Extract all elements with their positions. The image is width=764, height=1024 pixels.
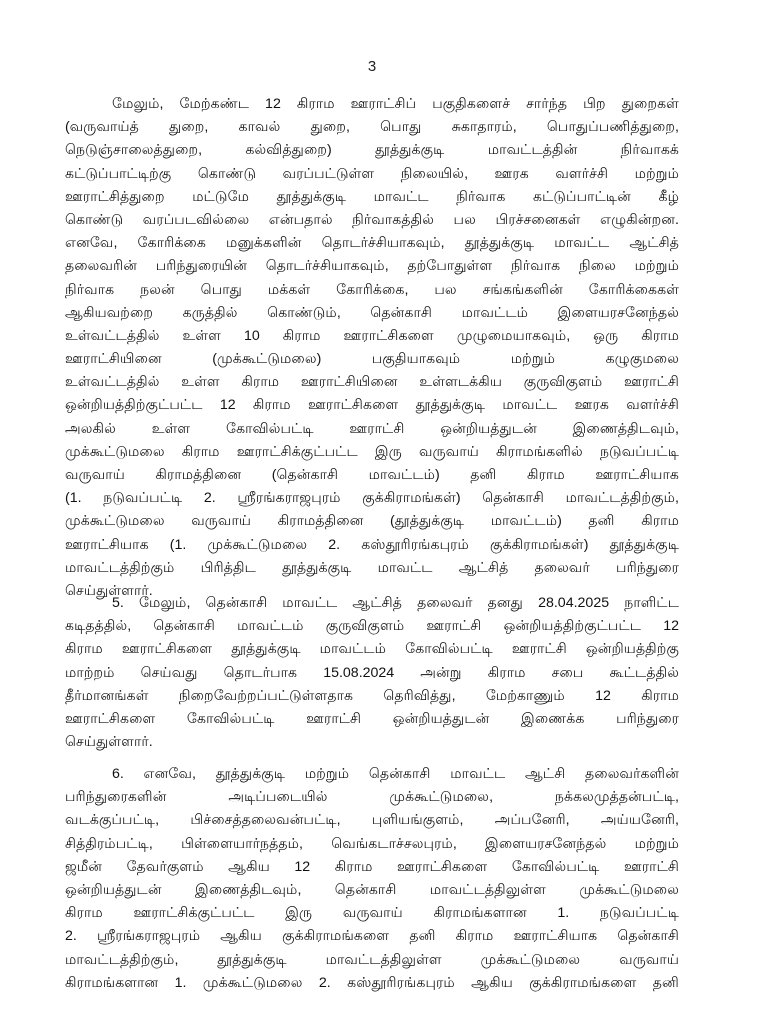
- text-line: 2. ஸ்ரீரங்கராஜபுரம் ஆகிய குக்கிராமங்களை தனி கிராம ஊராட்சியாக தென்காசி: [65, 928, 679, 945]
- text-line: பரிந்துரைகளின் அடிப்படையில் முக்கூட்டுமலை, நக்கலமுத்தன்பட்டி,: [65, 789, 679, 806]
- text-line: மாவட்டத்திற்கும் பிரித்திட தூத்துக்குடி மாவட்ட ஆட்சித் தலைவர் பரிந்துரை: [65, 559, 679, 576]
- text-line: ஊராட்சிகளை கோவில்பட்டி ஊராட்சி ஒன்றியத்துடன் இணைக்க பரிந்துரை: [65, 710, 679, 727]
- text-line: 6. எனவே, தூத்துக்குடி மற்றும் தென்காசி மாவட்ட ஆட்சி தலைவர்களின்: [112, 766, 679, 782]
- paragraph-4-continuation: [65, 93, 679, 603]
- text-line: கடிதத்தில், தென்காசி மாவட்டம் குருவிகுளம் ஊராட்சி ஒன்றியத்திற்குட்பட்ட 12: [65, 618, 679, 635]
- text-line: வடக்குப்பட்டி, பிச்சைத்தலைவன்பட்டி, புளியங்குளம், அப்பனேரி, அய்யனேரி,: [65, 812, 679, 829]
- text-line: தீர்மானங்கள் நிறைவேற்றப்பட்டுள்ளதாக தெரிவித்து, மேற்காணும் 12 கிராம: [65, 687, 679, 704]
- text-line: கிராம ஊராட்சிகளை தூத்துக்குடி மாவட்டம் கோவில்பட்டி ஊராட்சி ஒன்றியத்திற்கு: [65, 641, 679, 658]
- text-line: ஊராட்சியாக (1. முக்கூட்டுமலை 2. கஸ்தூரிரங்கபுரம் குக்கிராமங்கள்) தூத்துக்குடி: [65, 536, 679, 553]
- text-line: உள்வட்டத்தில் உள்ள கிராம ஊராட்சியினை உள்ளடக்கிய குருவிகுளம் ஊராட்சி: [65, 374, 679, 391]
- text-line: கட்டுப்பாட்டிற்கு கொண்டு வரப்பட்டுள்ள நிலையில், ஊரக வளர்ச்சி மற்றும்: [65, 165, 679, 182]
- text-line: சித்திரம்பட்டி, பிள்ளையார்நத்தம், வெங்கடாச்சலபுரம், இளையரசனேந்தல் மற்றும்: [65, 835, 679, 852]
- text-line: நிர்வாக நலன் பொது மக்கள் கோரிக்கை, பல சங்கங்களின் கோரிக்கைகள்: [65, 281, 679, 298]
- text-line: ஊராட்சித்துறை மட்டுமே தூத்துக்குடி மாவட்ட நிர்வாக கட்டுப்பாட்டின் கீழ்: [65, 188, 679, 205]
- text-line: கிராமங்களான 1. முக்கூட்டுமலை 2. கஸ்தூரிரங்கபுரம் ஆகிய குக்கிராமங்களை தனி: [65, 974, 679, 991]
- text-line: ஒன்றியத்துடன் இணைத்திடவும், தென்காசி மாவட்டத்திலுள்ள முக்கூட்டுமலை: [65, 881, 679, 898]
- text-line: உள்வட்டத்தில் உள்ள 10 கிராம ஊராட்சிகளை முழுமையாகவும், ஒரு கிராம: [65, 327, 679, 344]
- text-line: ஒன்றியத்திற்குட்பட்ட 12 கிராம ஊராட்சிகளை தூத்துக்குடி மாவட்ட ஊரக வளர்ச்சி: [65, 397, 679, 414]
- text-line: மேலும், மேற்கண்ட 12 கிராம ஊராட்சிப் பகுதிகளைச் சார்ந்த பிற துறைகள்: [112, 96, 679, 112]
- paragraph-6: [65, 763, 679, 995]
- text-line: மாவட்டத்திற்கும், தூத்துக்குடி மாவட்டத்திலுள்ள முக்கூட்டுமலை வருவாய்: [65, 951, 679, 968]
- text-line: செய்துள்ளார்.: [65, 734, 153, 751]
- paragraph-5: [65, 592, 679, 754]
- text-line: (1. நடுவப்பட்டி 2. ஸ்ரீரங்கராஜபுரம் குக்கிராமங்கள்) தென்காசி மாவட்டத்திற்கும்,: [65, 490, 679, 507]
- text-line: (வருவாய்த் துறை, காவல் துறை, பொது சுகாதாரம், பொதுப்பணித்துறை,: [65, 119, 679, 136]
- text-line: எனவே, கோரிக்கை மனுக்களின் தொடர்ச்சியாகவும், தூத்துக்குடி மாவட்ட ஆட்சித்: [65, 235, 679, 252]
- text-line: அலகில் உள்ள கோவில்பட்டி ஊராட்சி ஒன்றியத்துடன் இணைத்திடவும்,: [65, 420, 679, 437]
- text-line: கிராம ஊராட்சிக்குட்பட்ட இரு வருவாய் கிராமங்களான 1. நடுவப்பட்டி: [65, 905, 679, 922]
- text-line: ஆகியவற்றை கருத்தில் கொண்டும், தென்காசி மாவட்டம் இளையரசனேந்தல்: [65, 304, 679, 321]
- text-line: தலைவரின் பரிந்துரையின் தொடர்ச்சியாகவும், தற்போதுள்ள நிர்வாக நிலை மற்றும்: [65, 258, 679, 275]
- text-line: 5. மேலும், தென்காசி மாவட்ட ஆட்சித் தலைவர் தனது 28.04.2025 நாளிட்ட: [112, 595, 679, 611]
- text-line: வருவாய் கிராமத்தினை (தென்காசி மாவட்டம்) தனி கிராம ஊராட்சியாக: [65, 467, 679, 483]
- text-line: ஊராட்சியினை (முக்கூட்டுமலை) பகுதியாகவும் மற்றும் கழுகுமலை: [65, 351, 679, 368]
- text-line: செய்துள்ளார்.: [65, 582, 153, 599]
- text-line: முக்கூட்டுமலை வருவாய் கிராமத்தினை (தூத்துக்குடி மாவட்டம்) தனி கிராம: [65, 513, 679, 530]
- text-line: கொண்டு வரப்படவில்லை என்பதால் நிர்வாகத்தில் பல பிரச்சனைகள் எழுகின்றன.: [65, 211, 679, 228]
- text-line: மாற்றம் செய்வது தொடர்பாக 15.08.2024 அன்று கிராம சபை கூட்டத்தில்: [65, 664, 679, 681]
- page-number: 3: [367, 58, 377, 75]
- text-line: ஜமீன் தேவர்குளம் ஆகிய 12 கிராம ஊராட்சிகளை கோவில்பட்டி ஊராட்சி: [65, 858, 679, 875]
- text-line: முக்கூட்டுமலை கிராம ஊராட்சிக்குட்பட்ட இரு வருவாய் கிராமங்களில் நடுவப்பட்டி: [65, 443, 679, 460]
- text-line: நெடுஞ்சாலைத்துறை, கல்வித்துறை) தூத்துக்குடி மாவட்டத்தின் நிர்வாகக்: [65, 142, 679, 159]
